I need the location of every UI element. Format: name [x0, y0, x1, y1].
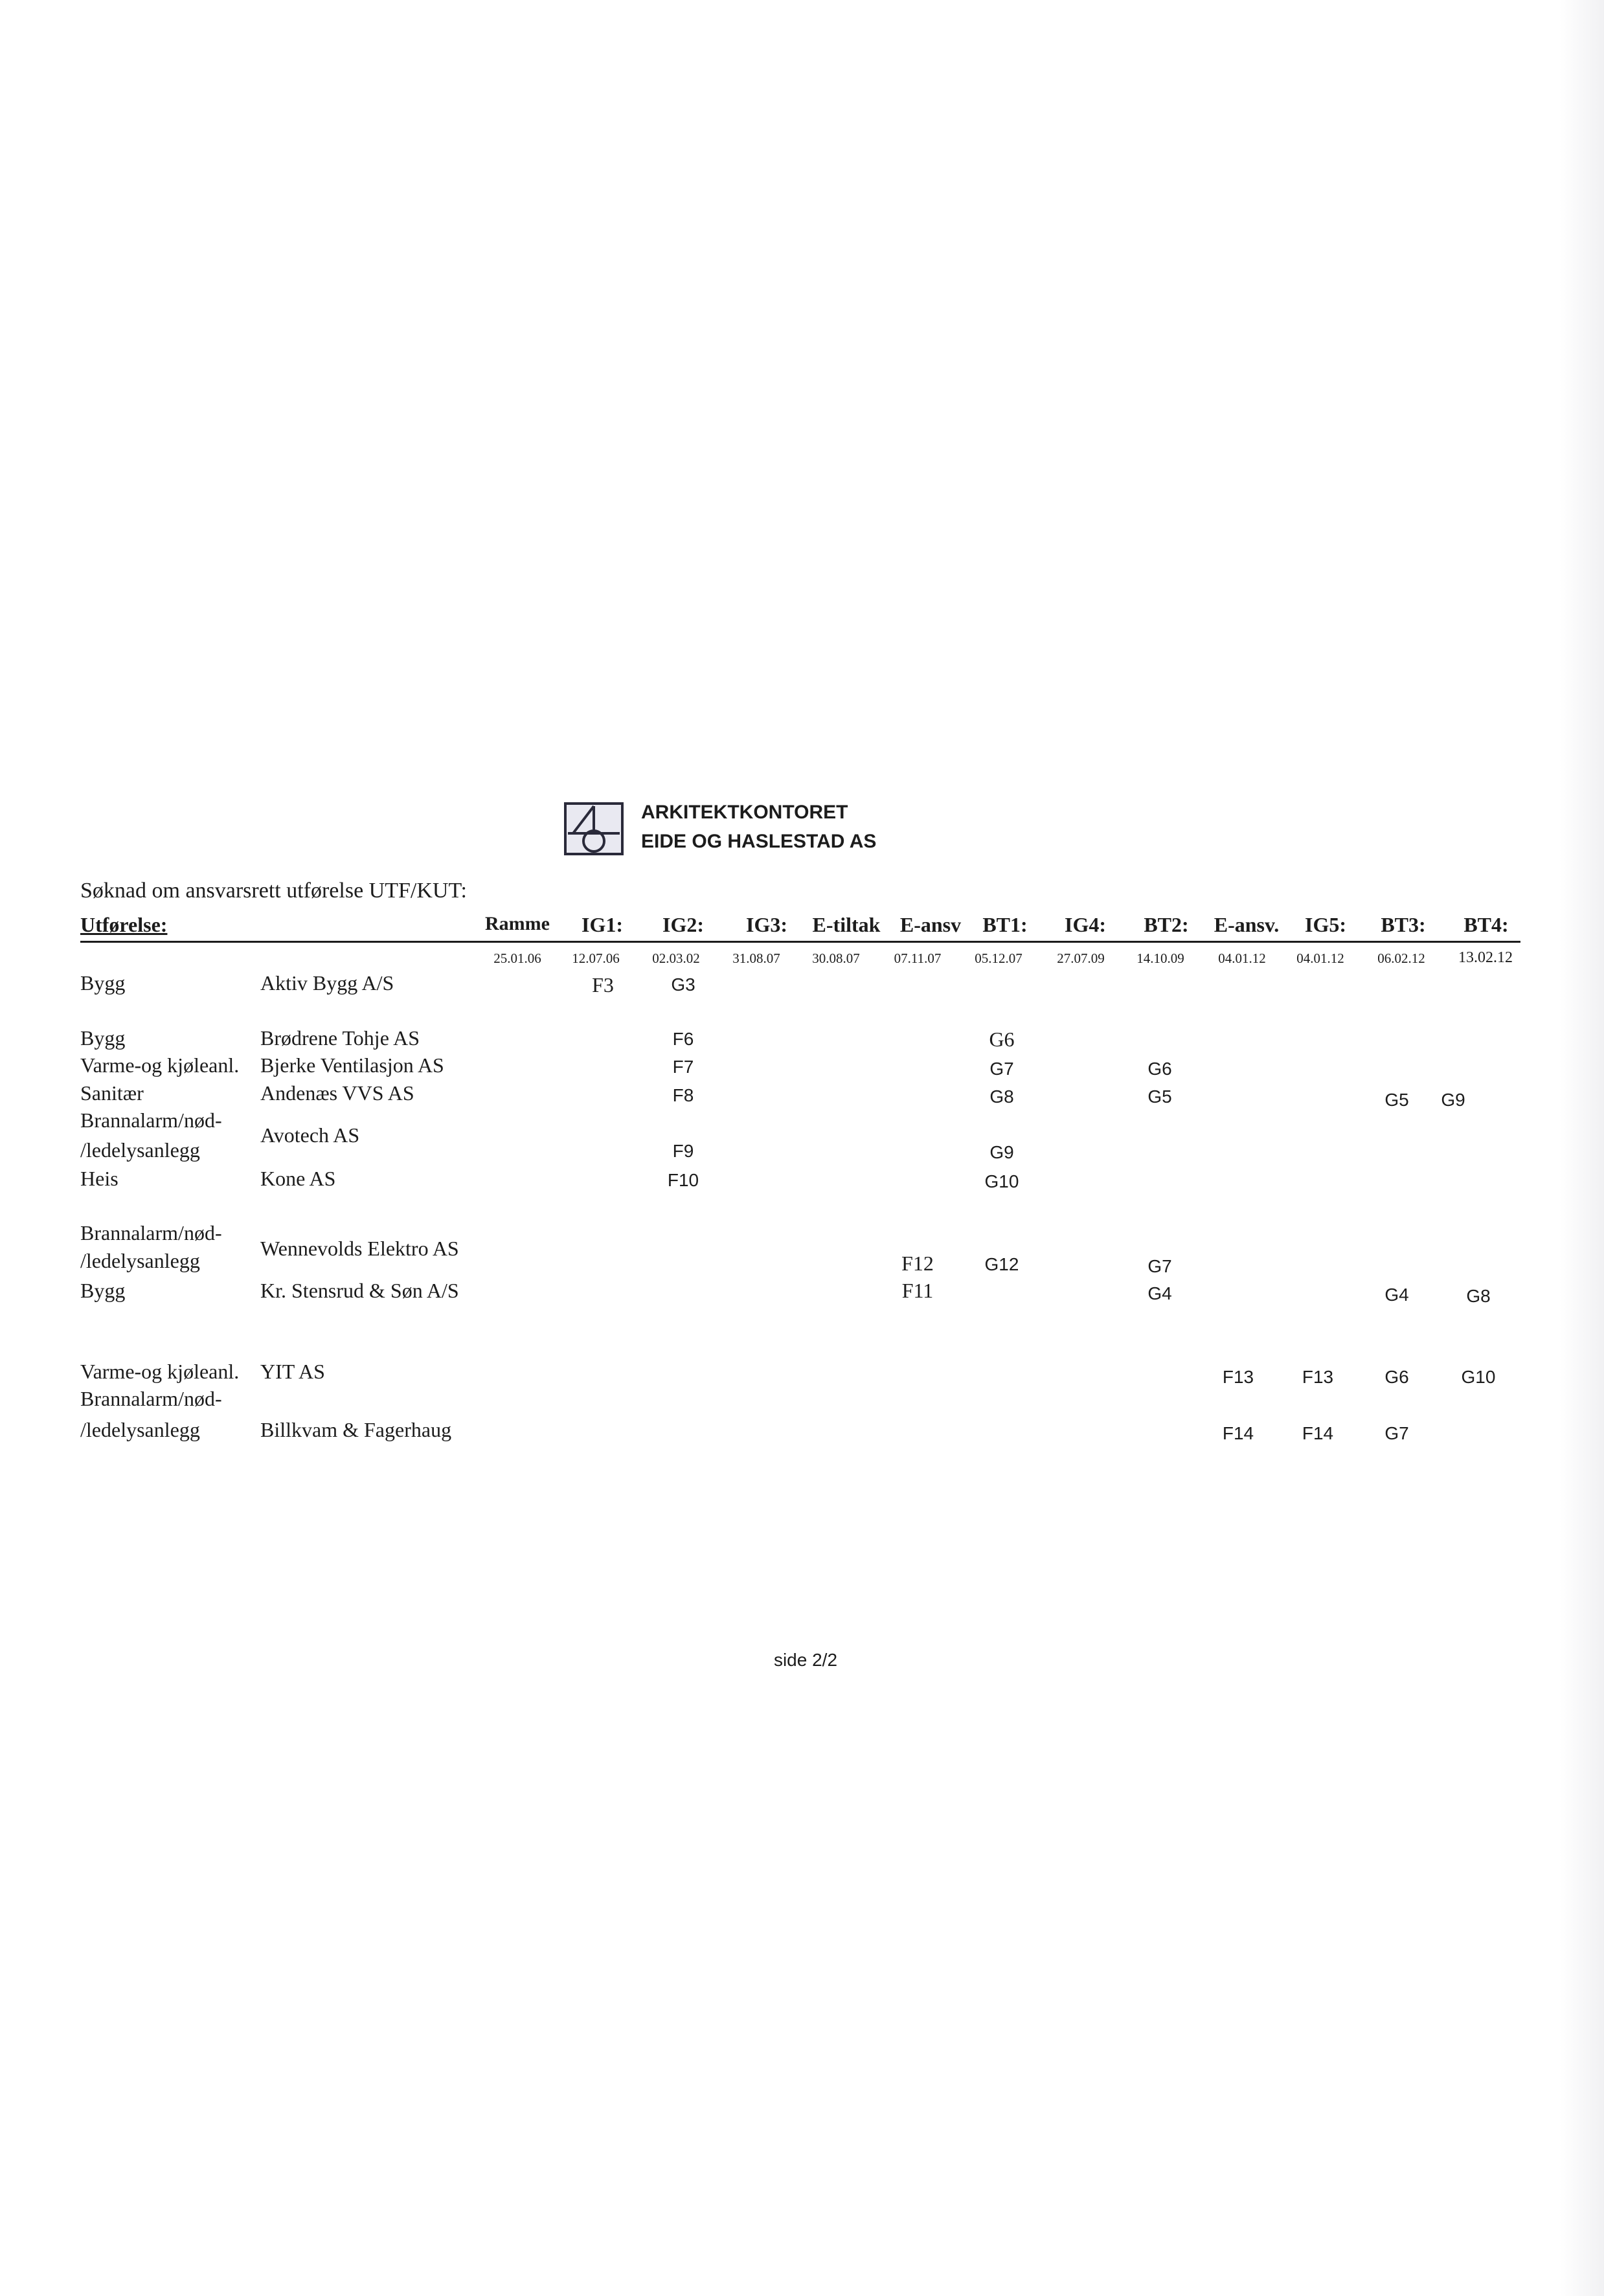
row-mark: F12: [901, 1252, 934, 1275]
row-company: Brødrene Tohje AS: [260, 1026, 420, 1050]
header-rule: [80, 941, 1520, 943]
row-company: Wennevolds Elektro AS: [260, 1237, 459, 1260]
row-mark: G4: [1384, 1285, 1409, 1305]
row-company: YIT AS: [260, 1360, 325, 1383]
row-mark: G4: [1147, 1283, 1172, 1303]
column-header-e-ansv: E-ansv: [899, 913, 962, 936]
column-header-ramme: Ramme: [485, 913, 550, 934]
column-header-bt1: BT1:: [982, 913, 1028, 936]
column-date: 12.07.06: [572, 951, 620, 966]
row-mark: G6: [1147, 1059, 1172, 1079]
column-header-bt4: BT4:: [1463, 913, 1509, 936]
row-category-line2: /ledelysanlegg: [80, 1249, 200, 1272]
row-mark: F13: [1222, 1367, 1254, 1387]
letterhead-line-2: EIDE OG HASLESTAD AS: [641, 831, 877, 852]
row-mark: G6: [1384, 1367, 1409, 1387]
column-date: 05.12.07: [975, 951, 1022, 966]
column-date: 31.08.07: [732, 951, 780, 966]
column-header-ig3: IG3:: [746, 913, 787, 936]
column-date: 27.07.09: [1057, 951, 1105, 966]
architect-logo-icon: [564, 802, 624, 855]
row-mark: G8: [1466, 1286, 1491, 1306]
row-company: Aktiv Bygg A/S: [260, 971, 394, 995]
column-date: 06.02.12: [1377, 951, 1425, 966]
column-date: 30.08.07: [812, 951, 860, 966]
row-mark: F14: [1222, 1423, 1254, 1443]
row-category: Bygg: [80, 1026, 126, 1050]
column-header-ig5: IG5:: [1305, 913, 1346, 936]
row-category: Sanitær: [80, 1081, 144, 1105]
row-category-line2: /ledelysanlegg: [80, 1418, 200, 1441]
column-date: 14.10.09: [1136, 951, 1184, 966]
column-header-ig2: IG2:: [662, 913, 704, 936]
column-date: 02.03.02: [652, 951, 700, 966]
row-mark: G12: [984, 1254, 1019, 1274]
row-mark: F13: [1302, 1367, 1334, 1387]
row-mark: F8: [672, 1085, 694, 1105]
row-company: Kr. Stensrud & Søn A/S: [260, 1279, 459, 1302]
row-mark: F11: [901, 1279, 934, 1302]
column-date: 04.01.12: [1218, 951, 1266, 966]
page-number: side 2/2: [773, 1650, 838, 1670]
row-mark: G10: [1461, 1367, 1496, 1387]
row-mark: F9: [672, 1141, 694, 1161]
row-category: Brannalarm/nød-: [80, 1387, 222, 1410]
column-date: 07.11.07: [894, 951, 942, 966]
row-category: Varme-og kjøleanl.: [80, 1360, 240, 1383]
row-company: Bjerke Ventilasjon AS: [260, 1053, 444, 1077]
row-mark: F7: [672, 1057, 694, 1077]
application-intro: Søknad om ansvarsrett utførelse UTF/KUT:: [80, 879, 467, 903]
row-mark: G5: [1147, 1086, 1172, 1107]
row-mark: G7: [1147, 1256, 1172, 1276]
row-mark: G3: [671, 974, 695, 995]
row-company: Avotech AS: [260, 1123, 360, 1147]
row-company: Andenæs VVS AS: [260, 1081, 414, 1105]
row-mark: F3: [592, 973, 614, 996]
row-mark: G9: [989, 1142, 1014, 1162]
row-category: Bygg: [80, 1279, 126, 1302]
row-mark: F6: [672, 1029, 694, 1049]
row-mark: G7: [1384, 1423, 1409, 1443]
row-mark: G8: [989, 1086, 1014, 1107]
row-mark: G10: [984, 1171, 1019, 1191]
column-header-e-ansv-2: E-ansv.: [1214, 913, 1280, 936]
row-category: Bygg: [80, 971, 126, 995]
column-date: 13.02.12: [1458, 949, 1513, 966]
column-header-ig4: IG4:: [1065, 913, 1106, 936]
column-date: 25.01.06: [493, 951, 541, 966]
row-category-line2: /ledelysanlegg: [80, 1138, 200, 1162]
column-header-bt3: BT3:: [1381, 913, 1426, 936]
column-header-ig1: IG1:: [582, 913, 623, 936]
row-mark: G7: [989, 1059, 1014, 1079]
column-header-utforelse: Utførelse:: [80, 913, 168, 936]
column-date: 04.01.12: [1296, 951, 1344, 966]
row-mark: G9: [1441, 1090, 1465, 1110]
row-category: Brannalarm/nød-: [80, 1109, 222, 1132]
letterhead-line-1: ARKITEKTKONTORET: [641, 802, 848, 823]
row-mark: G6: [989, 1028, 1015, 1051]
row-mark: F14: [1302, 1423, 1334, 1443]
row-category: Heis: [80, 1167, 119, 1190]
row-category: Brannalarm/nød-: [80, 1221, 222, 1244]
row-company: Billkvam & Fagerhaug: [260, 1418, 452, 1441]
column-header-bt2: BT2:: [1144, 913, 1189, 936]
row-company: Kone AS: [260, 1167, 336, 1190]
row-mark: F10: [667, 1170, 699, 1190]
row-category: Varme-og kjøleanl.: [80, 1053, 240, 1077]
row-mark: G5: [1384, 1090, 1409, 1110]
page-edge-shadow: [1559, 0, 1604, 2296]
column-header-e-tiltak: E-tiltak: [812, 913, 881, 936]
